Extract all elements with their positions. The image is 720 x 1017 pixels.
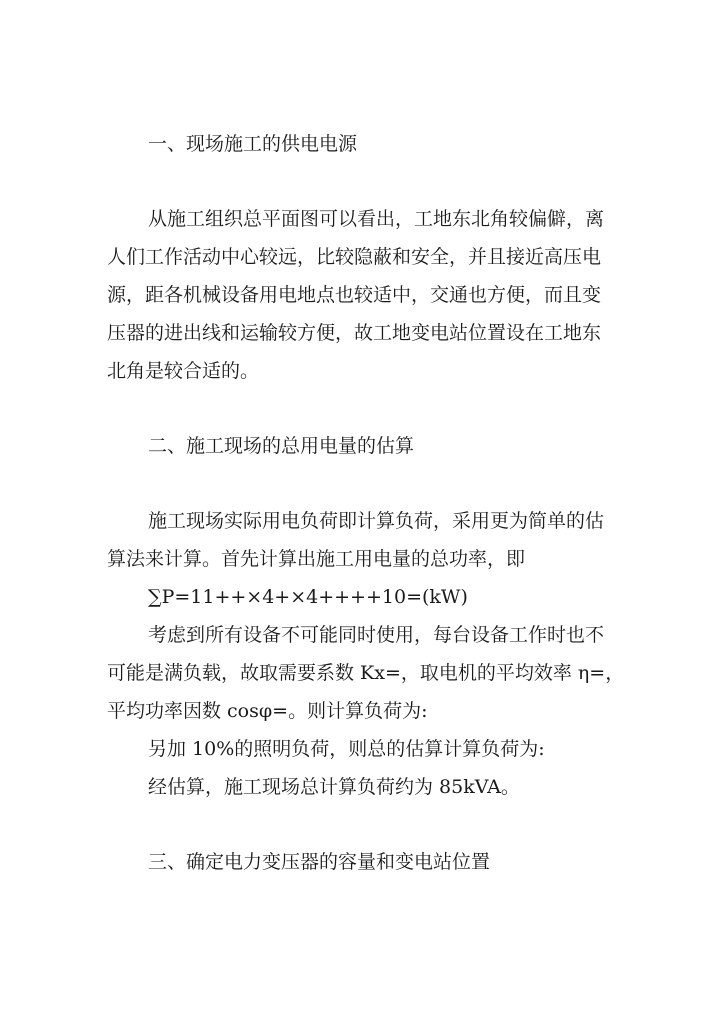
paragraph-1-line-5: 北角是较合适的。 [107,360,260,382]
paragraph-4: 另加 10%的照明负荷，则总的估算计算负荷为: [148,738,545,760]
section-heading-2: 二、施工现场的总用电量的估算 [148,435,415,457]
section-heading-1: 一、现场施工的供电电源 [148,133,358,155]
paragraph-1-line-2: 人们工作活动中心较远，比较隐蔽和安全，并且接近高压电 [107,246,602,268]
paragraph-2-line-2: 算法来计算。首先计算出施工用电量的总功率，即 [107,548,526,570]
paragraph-5: 经估算，施工现场总计算负荷约为 85kVA。 [148,776,520,798]
paragraph-3-line-2: 可能是满负载，故取需要系数 Kx=，取电机的平均效率 η=， [107,662,625,684]
section-heading-3: 三、确定电力变压器的容量和变电站位置 [148,851,491,873]
paragraph-3-line-1: 考虑到所有设备不可能同时使用，每台设备工作时也不 [148,624,605,646]
power-formula: ∑P=11++×4+×4++++10=(kW) [148,586,468,608]
paragraph-2-line-1: 施工现场实际用电负荷即计算负荷，采用更为简单的估 [148,510,605,532]
paragraph-1-line-3: 源，距各机械设备用电地点也较适中，交通也方便，而且变 [107,284,602,306]
paragraph-1-line-4: 压器的进出线和运输较方便，故工地变电站位置设在工地东 [107,322,602,344]
paragraph-1-line-1: 从施工组织总平面图可以看出，工地东北角较偏僻，离 [148,208,605,230]
paragraph-3-line-3: 平均功率因数 cosφ=。则计算负荷为: [107,700,428,722]
